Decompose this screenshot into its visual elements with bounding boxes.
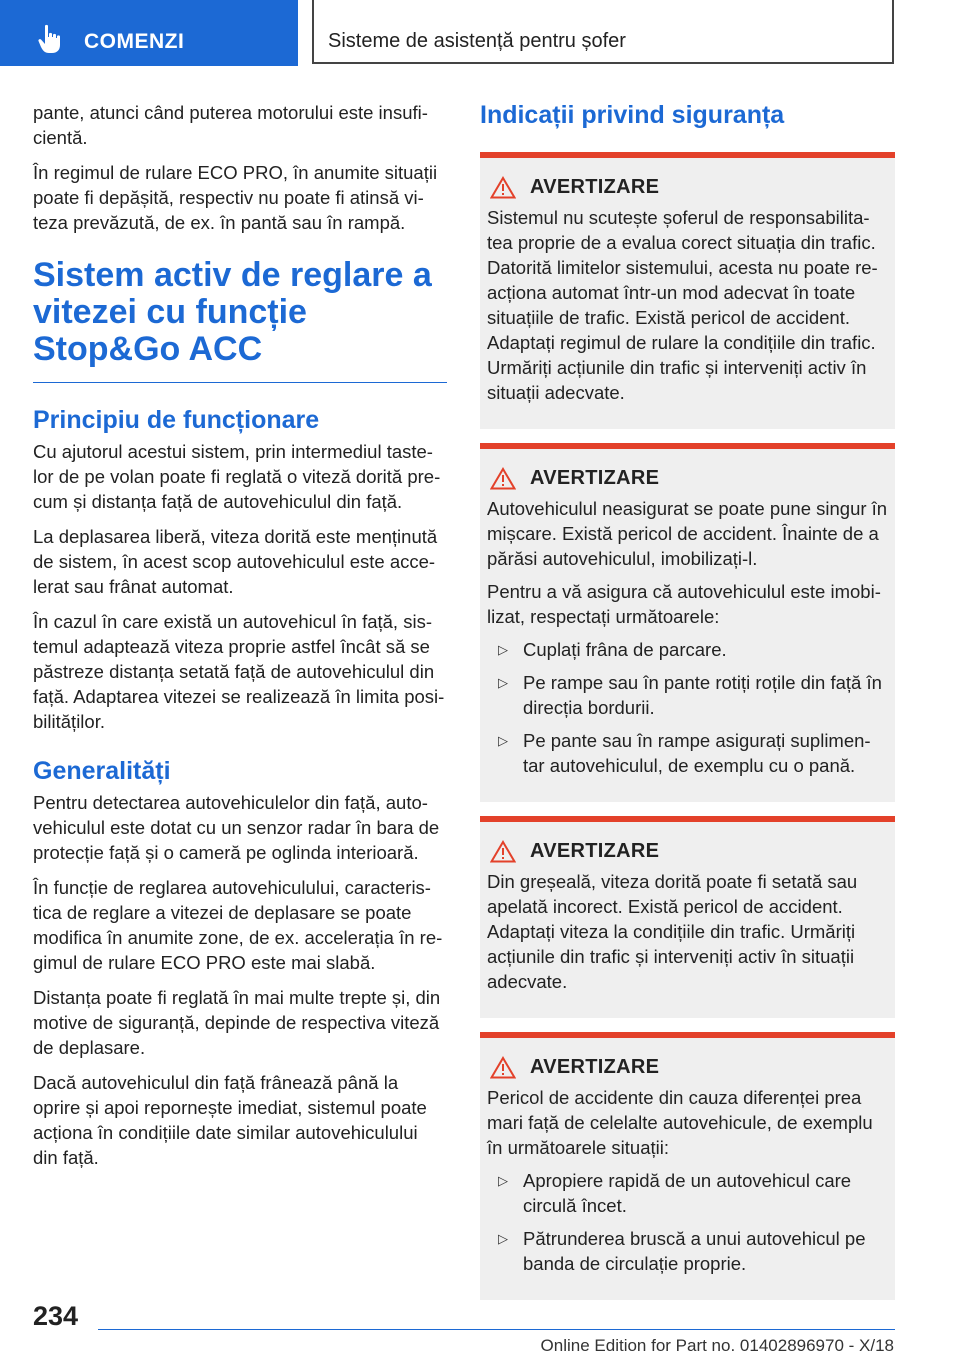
right-column — [480, 100, 895, 1314]
warning-title: AVERTIZARE — [530, 1056, 660, 1078]
warning-triangle-icon — [490, 840, 516, 863]
page-header — [0, 0, 960, 66]
warning-header — [490, 840, 888, 863]
warning-box — [480, 443, 895, 802]
warning-triangle-icon — [490, 176, 516, 199]
paragraph: La deplasarea liberă, viteza dorită este menținută de sistem, în acest scop autovehiculul este acce-lerat sau frânat automat. — [33, 526, 438, 597]
paragraph: Distanța poate fi reglată în mai multe trepte și, din motive de siguranță, depinde de respectiva viteză de deplasare. — [33, 987, 441, 1058]
warning-text: Pentru a vă asigura că autovehiculul este imobi-lizat, respectați următoarele: — [487, 581, 881, 627]
chapter-tab-label: COMENZI — [84, 30, 185, 53]
warning-box — [480, 1032, 895, 1300]
list-item-text: Pe rampe sau în pante rotiți roțile din față în direcția bordurii. — [523, 672, 882, 718]
section-title-box — [312, 0, 894, 64]
bullet-triangle-icon: ▷ — [498, 733, 508, 748]
warning-text: Pericol de accidente din cauza diferenței prea mari față de celelalte autovehicule, de exemplu în următoarele situații: — [487, 1087, 873, 1158]
list-item — [487, 1168, 888, 1218]
warning-box — [480, 152, 895, 429]
warning-title: AVERTIZARE — [530, 840, 660, 862]
main-heading: Sistem activ de reglare a vitezei cu funcție Stop&Go ACC — [33, 256, 432, 368]
list-item-text: Apropiere rapidă de un autovehicul care circulă încet. — [523, 1170, 852, 1216]
warning-title: AVERTIZARE — [530, 467, 660, 489]
list-item-text: Pe pante sau în rampe asigurați suplimen-tar autovehiculul, de exemplu cu o pană. — [523, 730, 871, 776]
warning-triangle-icon — [490, 467, 516, 490]
bullet-triangle-icon: ▷ — [498, 1231, 508, 1246]
edition-note: Online Edition for Part no. 01402896970 - X/18 — [540, 1336, 894, 1355]
section-title: Sisteme de asistență pentru șofer — [328, 30, 626, 52]
chapter-tab[interactable] — [0, 0, 298, 66]
list-item-text: Pătrunderea bruscă a unui autovehicul pe banda de circulație proprie. — [523, 1228, 866, 1274]
left-column — [33, 100, 447, 1180]
warning-header — [490, 1056, 888, 1079]
warning-text: Sistemul nu scutește șoferul de responsabilita-tea proprie de a evalua corect situația din trafic. Datorită limitelor sistemului, acesta nu poate re-acționa automat într-un mod adecvat în toate situațiile de trafic. Există pericol de accident. Adaptați regimul de rulare la condițiile din trafic. Urmăriți acțiunile din trafic și interveniți activ în situații adecvate. — [487, 207, 878, 403]
warning-text: Din greșeală, viteza dorită poate fi setată sau apelată incorect. Există pericol de accident. Adaptați viteza la condițiile din trafic. Urmăriți acțiunile din trafic și interveniți activ în situații adecvate. — [487, 871, 858, 992]
heading-divider — [33, 382, 447, 383]
footer-divider — [98, 1329, 895, 1330]
warning-header — [490, 467, 888, 490]
warning-list — [487, 1168, 888, 1276]
warning-title: AVERTIZARE — [530, 176, 660, 198]
paragraph: Dacă autovehiculul din față frânează până la oprire și apoi repornește imediat, sistemul poate acționa în condițiile date similar autovehiculului din față. — [33, 1072, 427, 1168]
warning-triangle-icon — [490, 1056, 516, 1079]
paragraph: Cu ajutorul acestui sistem, prin intermediul taste-lor de pe volan poate fi reglată o viteză dorită pre-cum și distanța față de autovehiculul din față. — [33, 441, 441, 512]
warning-list — [487, 637, 888, 778]
bullet-triangle-icon: ▷ — [498, 642, 508, 657]
warning-header — [490, 176, 888, 199]
subheading-general: Generalități — [33, 757, 171, 785]
list-item — [487, 1226, 888, 1276]
bullet-triangle-icon: ▷ — [498, 675, 508, 690]
list-item — [487, 637, 888, 662]
list-item — [487, 728, 888, 778]
hand-pointer-icon — [38, 24, 64, 54]
list-item — [487, 670, 888, 720]
list-item-text: Cuplați frâna de parcare. — [523, 639, 727, 660]
paragraph: pante, atunci când puterea motorului este insufi-cientă. — [33, 102, 428, 148]
bullet-triangle-icon: ▷ — [498, 1173, 508, 1188]
warning-text: Autovehiculul neasigurat se poate pune singur în mișcare. Există pericol de accident. Înainte de a părăsi autovehiculul, imobilizați-l. — [487, 498, 888, 569]
paragraph: În cazul în care există un autovehicul în față, sis-temul adaptează viteza proprie astfel încât să se păstreze distanța setată față de autovehiculul din față. Adaptarea vitezei se realizează în limita posi-bilităților. — [33, 611, 445, 732]
page-number: 234 — [33, 1301, 79, 1331]
paragraph: Pentru detectarea autovehiculelor din față, auto-vehiculul este dotat cu un senzor radar în bara de protecție față și o cameră pe oglinda interioară. — [33, 792, 440, 863]
warning-box — [480, 816, 895, 1018]
safety-heading: Indicații privind siguranța — [480, 101, 785, 129]
paragraph: În funcție de reglarea autovehiculului, caracteris-tica de reglare a vitezei de deplasare se poate modifica în anumite zone, de ex. accelerația în re-gimul de rulare ECO PRO este mai slabă. — [33, 877, 443, 973]
subheading-principle: Principiu de funcționare — [33, 406, 320, 434]
paragraph: În regimul de rulare ECO PRO, în anumite situații poate fi depășită, respectiv nu poate fi atinsă vi-teza prevăzută, de ex. în pantă sau în rampă. — [33, 162, 438, 233]
